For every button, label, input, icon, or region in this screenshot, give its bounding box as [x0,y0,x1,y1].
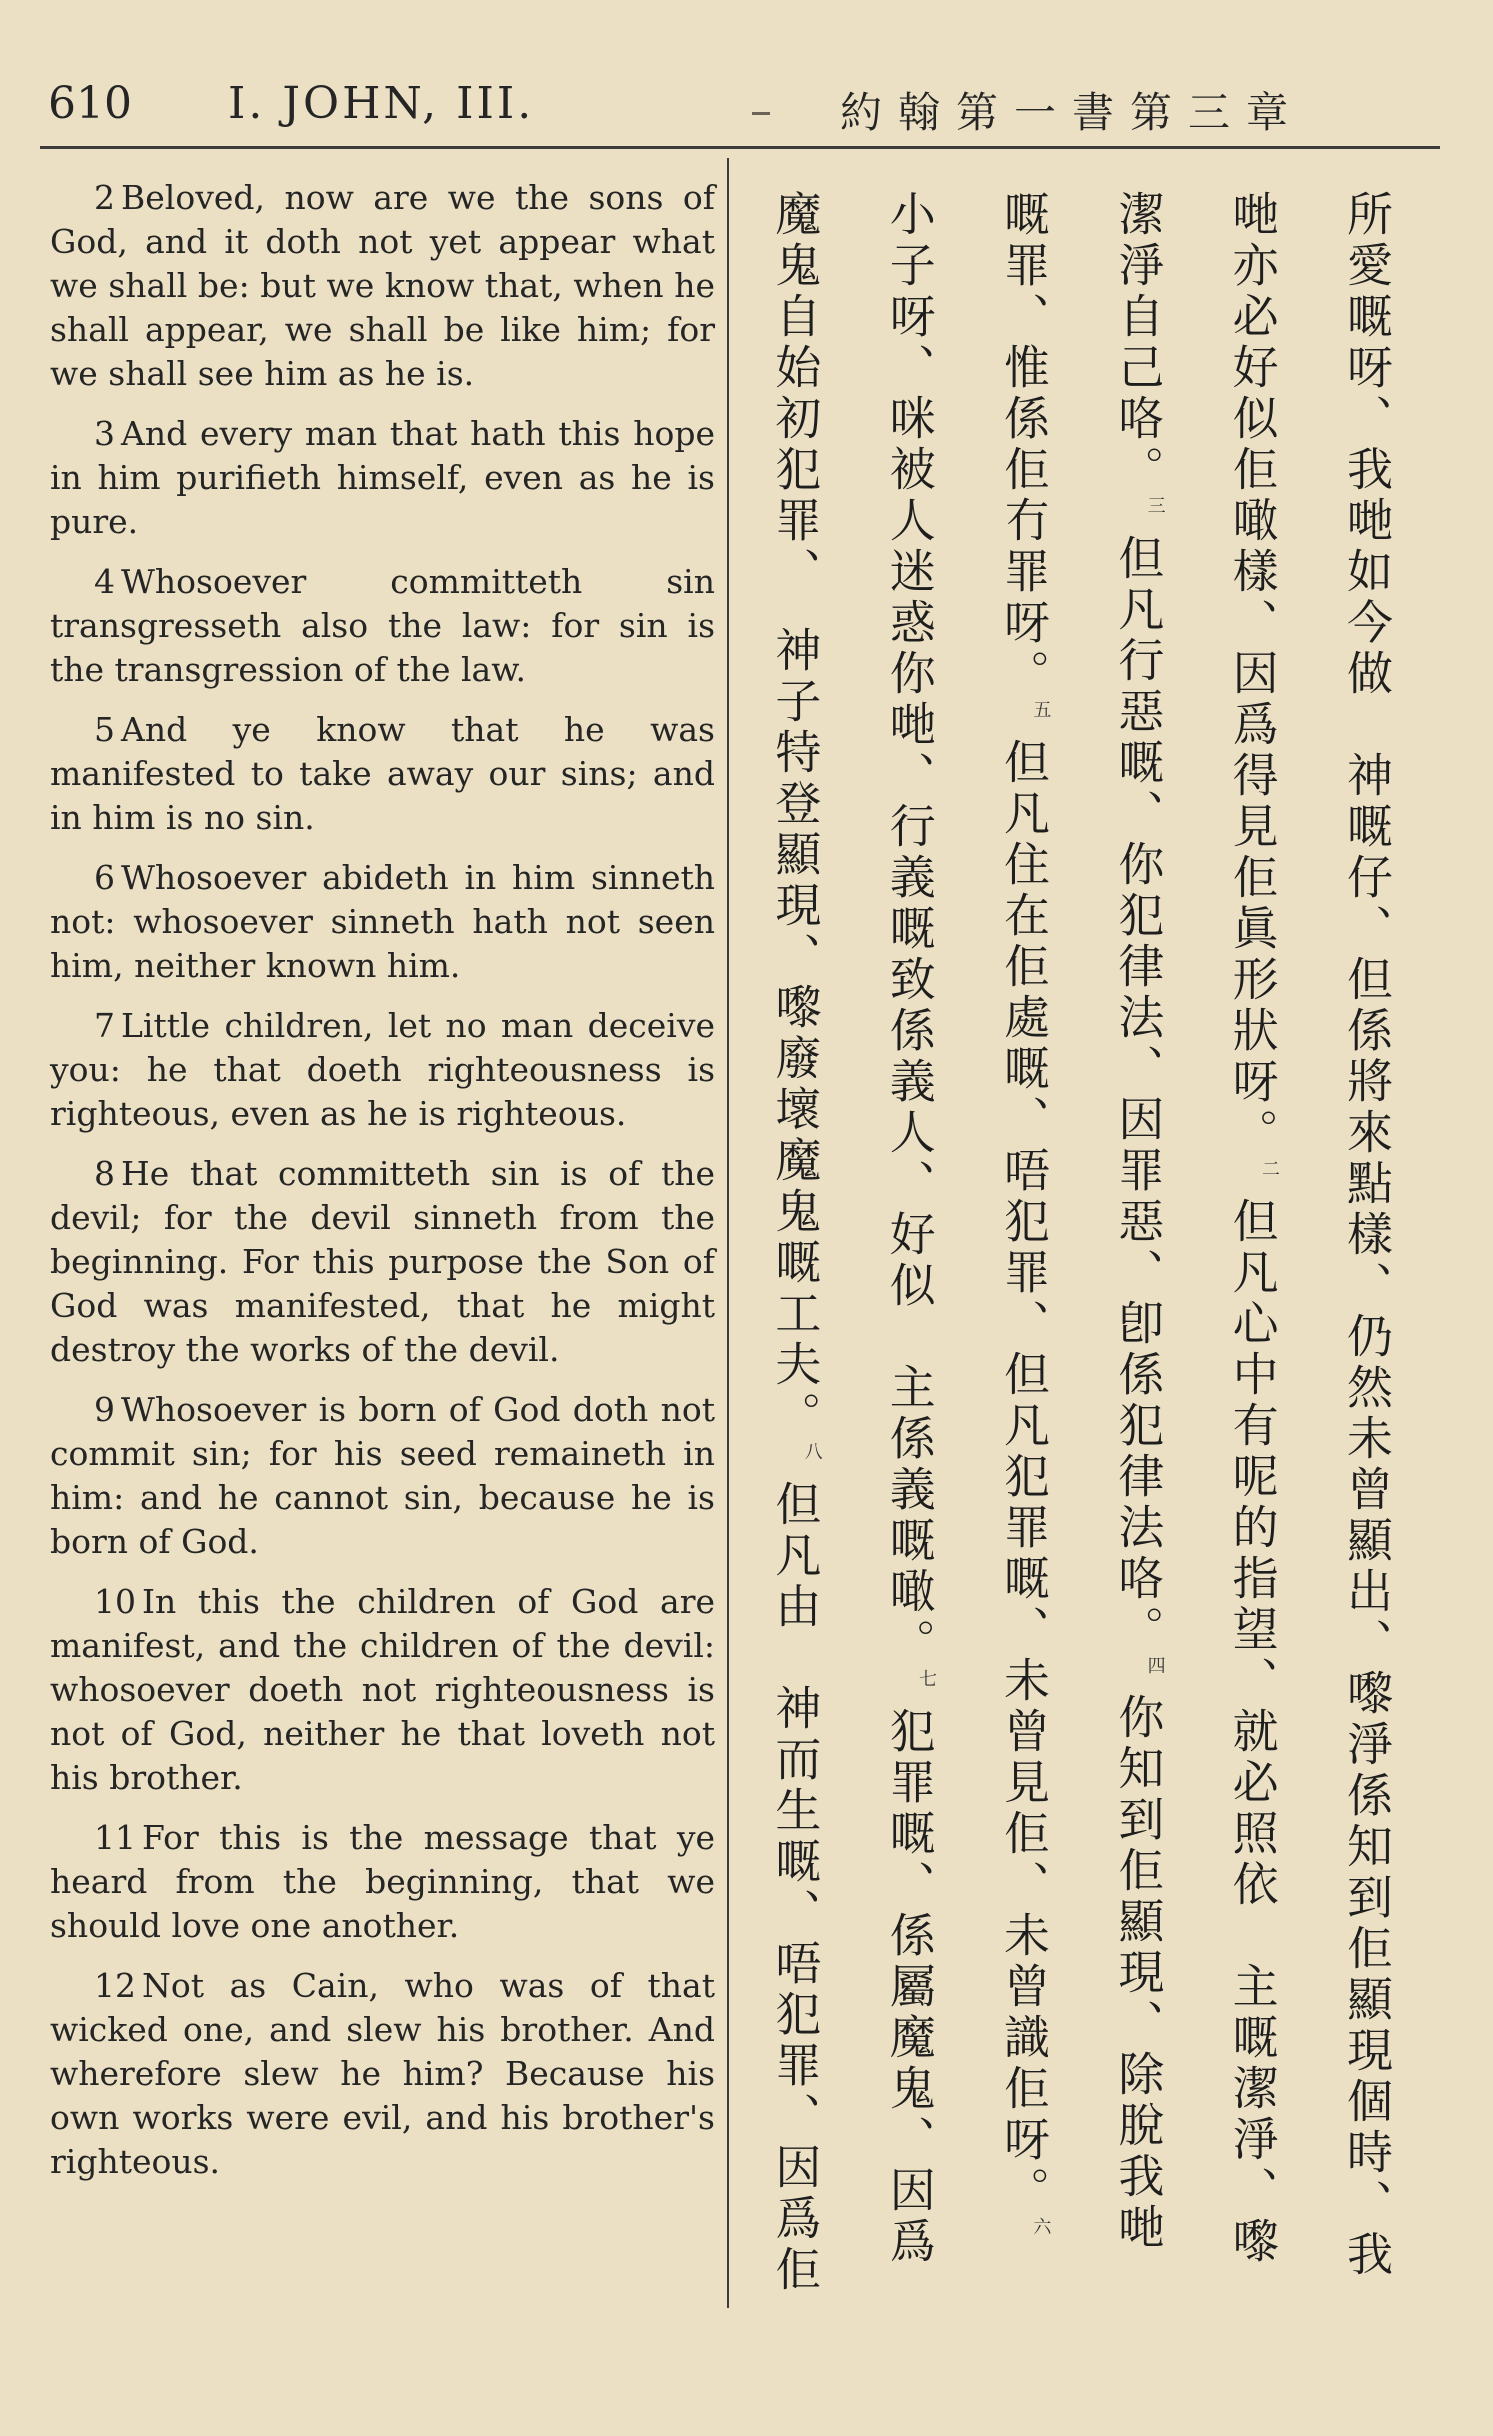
verse-number: 5 [94,710,115,749]
running-title-chinese: 約翰第一書第三章 [840,88,1305,137]
chinese-verse-number: 七 [916,1669,938,1687]
verse-text: Whosoever abideth in him sinneth not: whosoever sinneth hath not seen him, neither known him. [50,858,715,985]
chinese-verse-number: 三 [1144,496,1166,514]
verse [50,708,715,840]
chinese-verse-text: 但凡行惡嘅、你犯律法、因罪惡、卽係犯律法咯。 [1111,533,1166,1656]
verse [50,1152,715,1372]
verse [50,1816,715,1948]
verse-text: And every man that hath this hope in him purifieth himself, even as he is pure. [50,414,715,541]
verse-number: 12 [94,1966,136,2005]
verse-text: Not as Cain, who was of that wicked one, and slew his brother. And wherefore slew he him? Because his own works were evil, and his brother's righteous. [50,1966,715,2181]
verse-number: 4 [94,562,115,601]
verse-text: And ye know that he was manifested to take away our sins; and in him is no sin. [50,710,715,837]
verse [50,1004,715,1136]
chinese-verse-number: 八 [801,1442,823,1460]
chinese-verse-text: 所愛嘅呀、我哋如今做 神嘅仔、但係將來點樣、仍然未曾顯出、嚟淨係知到佢顯現個時、我哋亦必好似佢噉樣、因爲得見佢眞形狀呀。 [1225,190,1394,2281]
chinese-column [755,190,1415,2300]
verse [50,1580,715,1800]
chinese-verse-number: 六 [1030,2216,1052,2235]
verse-text: Beloved, now are we the sons of God, and it doth not yet appear what we shall be: but we know that, when he shall appear, we shall be like him; for we shall see him as he is. [50,178,715,393]
english-column [50,176,715,2200]
verse-number: 9 [94,1390,115,1429]
verse-number: 3 [94,414,115,453]
chinese-verse [883,190,937,1687]
chinese-verse-text: 你知到佢顯現、除脫我哋嘅罪、惟係佢冇罪呀。 [997,190,1166,2255]
verse-number: 10 [94,1582,136,1621]
verse [50,560,715,692]
verse-text: Whosoever committeth sin transgresseth also the law: for sin is the transgression of the law. [50,562,715,689]
verse-number: 11 [94,1818,136,1857]
verse [50,412,715,544]
chinese-verse-number: 二 [1259,1159,1280,1177]
verse-text: He that committeth sin is of the devil; for the devil sinneth from the beginning. For this purpose the Son of God was manifested, that he might destroy the works of the devil. [50,1154,715,1369]
verse-number: 7 [94,1006,115,1045]
verse [50,1964,715,2184]
verse-number: 6 [94,858,115,897]
running-title: I. JOHN, III. [228,78,535,129]
chinese-verse-number: 四 [1144,1655,1166,1674]
chinese-verse [997,738,1051,2235]
verse [50,176,715,396]
chinese-verse-text: 但凡由 神而生嘅、唔犯罪、因爲佢 [768,1479,823,2296]
verse [50,1388,715,1564]
column-divider [727,158,729,2308]
verse [50,856,715,988]
header-rule [40,146,1440,149]
chinese-verse-text: 但凡心中有呢的指望、就必照依 主嘅潔淨、嚟潔淨自己咯。 [1111,190,1280,2268]
ornament-dash [752,112,770,115]
chinese-verse-text: 小子呀、咪被人迷惑你哋、行義嘅致係義人、好似 主係義嘅噉。 [882,190,937,1669]
verse-text: For this is the message that ye heard from the beginning, that we should love one another. [50,1818,715,1945]
verse-text: In this the children of God are manifest, and the children of the devil: whosoever doeth not righteousness is not of God, neither he that loveth not his brother. [50,1582,715,1797]
chinese-verse-text: 但凡住在佢處嘅、唔犯罪、但凡犯罪嘅、未曾見佢、未曾識佢呀。 [997,737,1052,2217]
chinese-verse [1111,534,1165,1674]
verse-text: Little children, let no man deceive you: he that doeth righteousness is righteous, even as he is righteous. [50,1006,715,1133]
verse-number: 2 [94,178,115,217]
chinese-verse-number: 五 [1030,700,1052,718]
verse-number: 8 [94,1154,115,1193]
chinese-verse-text: 犯罪嘅、係屬魔鬼、因爲魔鬼自始初犯罪、 神子特登顯現、嚟廢壞魔鬼嘅工夫。 [768,190,937,2268]
verse-text: Whosoever is born of God doth not commit sin; for his seed remaineth in him: and he cannot sin, because he is born of God. [50,1390,715,1561]
page-number: 610 [48,78,132,129]
